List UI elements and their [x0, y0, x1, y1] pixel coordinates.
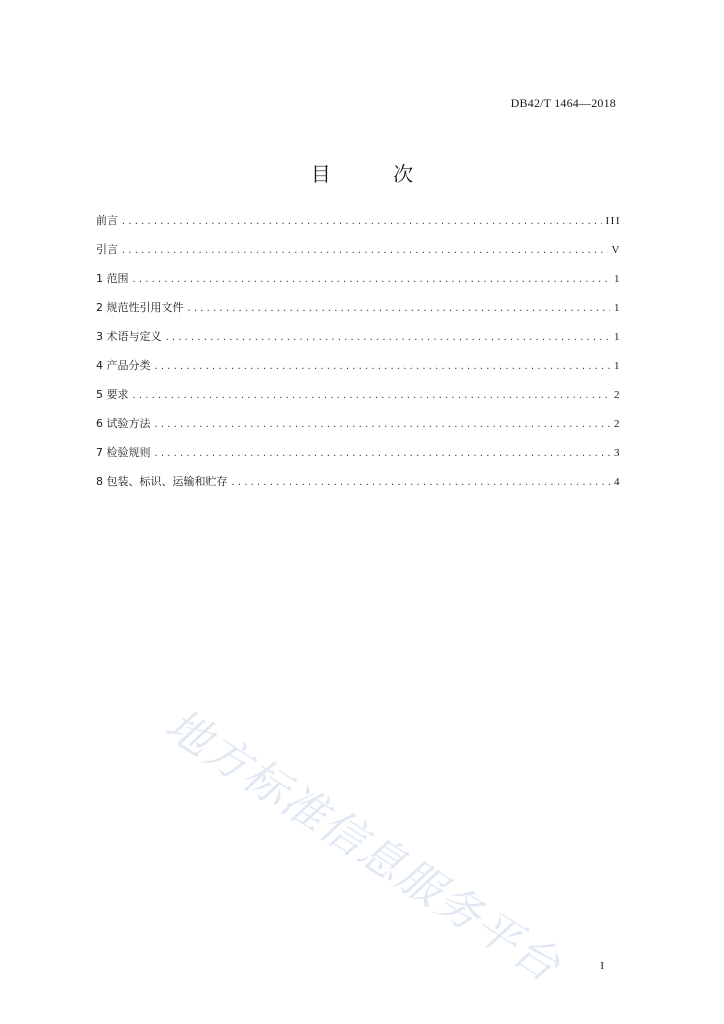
toc-title: 目 次	[310, 162, 442, 186]
toc-entry-label: 2 规范性引用文件	[96, 301, 184, 314]
toc-entry-page: 2	[614, 389, 621, 401]
toc-leader-dots	[155, 361, 611, 372]
toc-entry-label: 8 包装、标识、运输和贮存	[96, 475, 228, 488]
toc-entry-scope[interactable]	[96, 270, 621, 299]
toc-entry-page: 2	[614, 418, 621, 430]
toc-entry-page: V	[611, 244, 621, 256]
toc-entry-label: 引言	[96, 243, 118, 256]
toc-leader-dots	[122, 245, 608, 256]
toc-entry-label: 1 范围	[96, 272, 129, 285]
page-number: I	[600, 960, 604, 972]
toc-entry-normative-references[interactable]	[96, 299, 621, 328]
toc-leader-dots	[133, 390, 611, 401]
toc-leader-dots	[122, 216, 602, 227]
toc-entry-label: 5 要求	[96, 388, 129, 401]
toc-leader-dots	[133, 274, 611, 285]
toc-entry-foreword[interactable]	[96, 212, 621, 241]
toc-leader-dots	[188, 303, 611, 314]
toc-entry-label: 4 产品分类	[96, 359, 151, 372]
toc-entry-label: 3 术语与定义	[96, 330, 162, 343]
toc-entry-inspection-rules[interactable]	[96, 444, 621, 473]
toc-entry-page: 3	[614, 447, 621, 459]
toc-entry-page: 1	[614, 331, 621, 343]
document-code: DB42/T 1464—2018	[510, 96, 616, 110]
toc-leader-dots	[166, 332, 611, 343]
toc-entry-page: 1	[614, 273, 621, 285]
toc-entry-packaging-marking-transport-storage[interactable]	[96, 473, 621, 502]
toc-leader-dots	[232, 477, 611, 488]
toc-entry-label: 前言	[96, 214, 118, 227]
toc-entry-product-classification[interactable]	[96, 357, 621, 386]
toc-entry-requirements[interactable]	[96, 386, 621, 415]
toc-leader-dots	[155, 419, 611, 430]
toc-entry-label: 7 检验规则	[96, 446, 151, 459]
toc-entry-label: 6 试验方法	[96, 417, 151, 430]
toc-entry-terms-definitions[interactable]	[96, 328, 621, 357]
toc-entry-page: III	[605, 215, 621, 227]
toc-entry-page: 4	[614, 476, 621, 488]
toc-leader-dots	[155, 448, 611, 459]
table-of-contents	[96, 212, 621, 502]
watermark: 地方标准信息服务平台	[156, 699, 570, 993]
toc-entry-test-methods[interactable]	[96, 415, 621, 444]
toc-entry-introduction[interactable]	[96, 241, 621, 270]
toc-entry-page: 1	[614, 302, 621, 314]
toc-entry-page: 1	[614, 360, 621, 372]
